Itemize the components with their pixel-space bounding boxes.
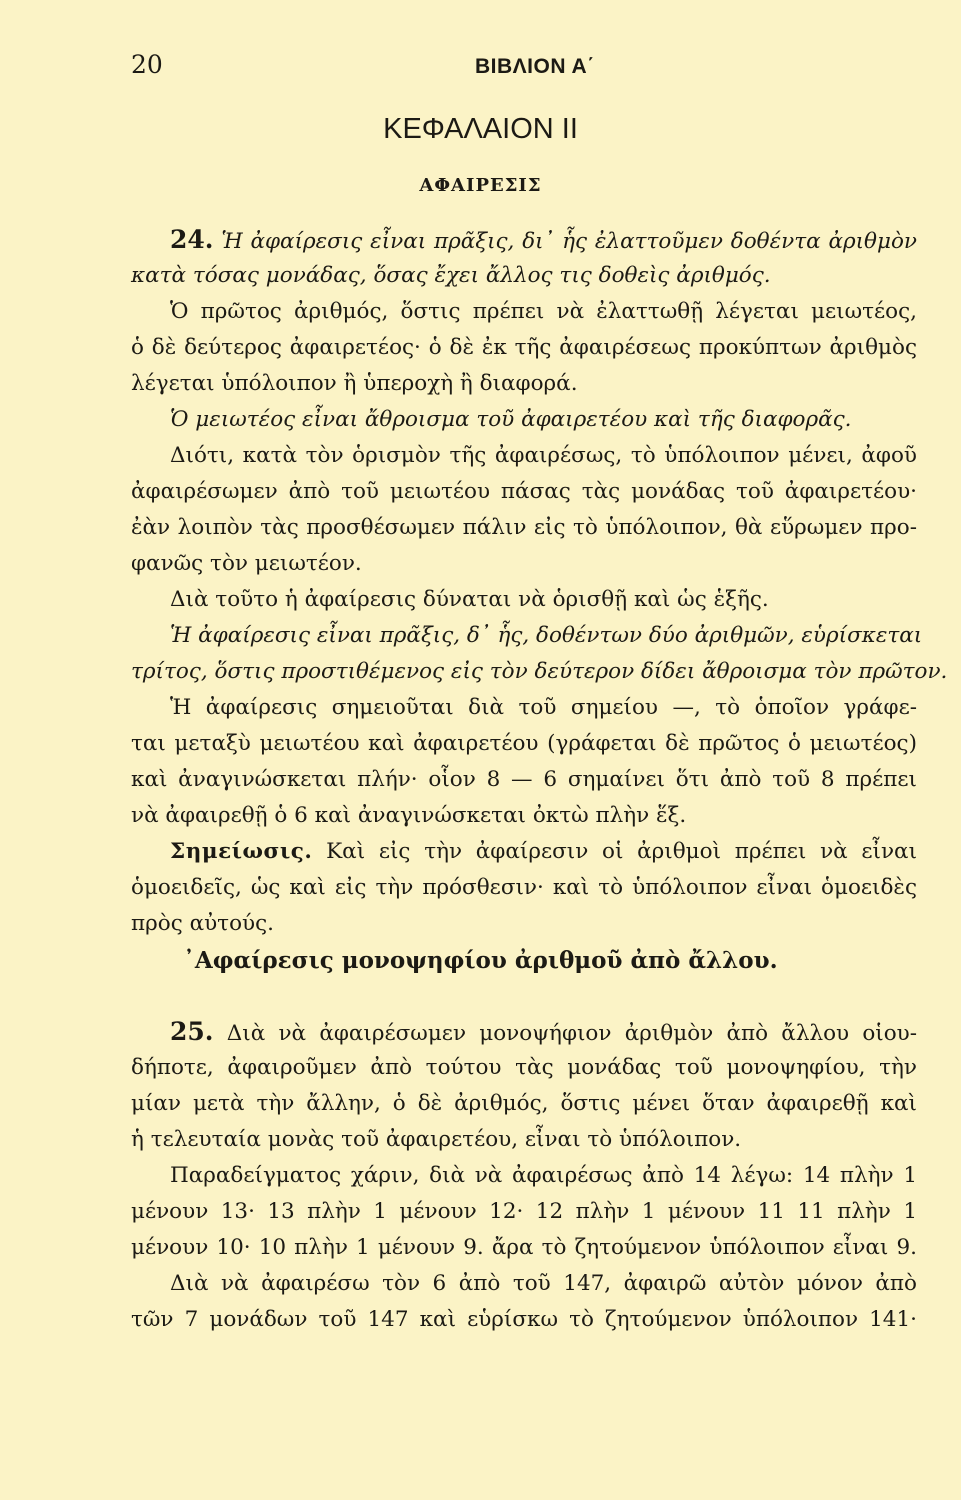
- text-line: λέγεται ὑπόλοιπον ἢ ὑπεροχὴ ἢ διαφορά.: [131, 371, 578, 396]
- text-line: δήποτε, ἀφαιροῦμεν ἀπὸ τούτου τὰς μονάδας τοῦ μονοψηφίου, τὴν: [131, 1055, 917, 1080]
- section-title: ΑΦΑΙΡΕΣΙΣ: [419, 175, 542, 196]
- paragraph-number-25: 25.: [170, 1017, 214, 1046]
- text-line: ὁ δὲ δεύτερος ἀφαιρετέος· ὁ δὲ ἐκ τῆς ἀφαιρέσεως προκύπτων ἀριθμὸς: [131, 335, 917, 360]
- text-line: τρίτος, ὅστις προστιθέμενος εἰς τὸν δεύτερον δίδει ἄθροισμα τὸν πρῶτον.: [131, 659, 948, 684]
- paragraph-number-24: 24.: [170, 225, 214, 254]
- running-title: ΒΙΒΛΙΟΝ Α΄: [475, 55, 595, 78]
- text-line: ται μεταξὺ μειωτέου καὶ ἀφαιρετέου (γράφεται δὲ πρῶτος ὁ μειωτέος): [131, 731, 917, 756]
- text-line: Παραδείγματος χάριν, διὰ νὰ ἀφαιρέσως ἀπὸ 14 λέγω: 14 πλὴν 1: [170, 1163, 917, 1188]
- text-line: ἀφαιρέσωμεν ἀπὸ τοῦ μειωτέου πάσας τὰς μονάδας τοῦ ἀφαιρετέου·: [131, 479, 917, 504]
- note-line: [170, 837, 917, 867]
- text-line: πρὸς αὐτούς.: [131, 911, 274, 936]
- text-line: Ὁ πρῶτος ἀριθμός, ὅστις πρέπει νὰ ἐλαττωθῇ λέγεται μειωτέος,: [170, 299, 917, 324]
- text-line: Διὰ τοῦτο ἡ ἀφαίρεσις δύναται νὰ ὁρισθῇ καὶ ὡς ἑξῆς.: [170, 587, 769, 612]
- chapter-title: ΚΕΦΑΛΑΙΟΝ ΙΙ: [383, 113, 578, 145]
- text-line: Διὰ νὰ ἀφαιρέσω τὸν 6 ἀπὸ τοῦ 147, ἀφαιρῶ αὐτὸν μόνον ἀπὸ: [170, 1271, 917, 1296]
- subheading: ᾿Αφαίρεσις μονοψηφίου ἀριθμοῦ ἀπὸ ἄλλου.: [183, 947, 778, 974]
- text-line: τῶν 7 μονάδων τοῦ 147 καὶ εὑρίσκω τὸ ζητούμενον ὑπόλοιπον 141·: [131, 1307, 917, 1332]
- text-line: κατὰ τόσας μονάδας, ὅσας ἔχει ἄλλος τις δοθεὶς ἀριθμός.: [131, 263, 771, 288]
- text-line: μένουν 10· 10 πλὴν 1 μένουν 9. ἄρα τὸ ζητούμενον ὑπόλοιπον εἶναι 9.: [131, 1235, 917, 1260]
- note-label: Σημείωσις.: [170, 839, 313, 864]
- paragraph-line: [170, 1017, 917, 1047]
- text-line: Ἡ ἀφαίρεσις σημειοῦται διὰ τοῦ σημείου —, τὸ ὁποῖον γράφε-: [170, 695, 917, 720]
- text-line: ὁμοειδεῖς, ὡς καὶ εἰς τὴν πρόσθεσιν· καὶ τὸ ὑπόλοιπον εἶναι ὁμοειδὲς: [131, 875, 917, 900]
- text-line: ἐὰν λοιπὸν τὰς προσθέσωμεν πάλιν εἰς τὸ ὑπόλοιπον, θὰ εὕρωμεν προ-: [131, 515, 917, 540]
- text-line: Διότι, κατὰ τὸν ὁρισμὸν τῆς ἀφαιρέσως, τὸ ὑπόλοιπον μένει, ἀφοῦ: [170, 443, 917, 468]
- text-line: μίαν μετὰ τὴν ἄλλην, ὁ δὲ ἀριθμός, ὅστις μένει ὅταν ἀφαιρεθῇ καὶ: [131, 1091, 917, 1116]
- text-fragment: Διὰ νὰ ἀφαιρέσωμεν μονοψήφιον ἀριθμὸν ἀπὸ ἄλλου οἱου-: [226, 1021, 917, 1046]
- text-fragment: Καὶ εἰς τὴν ἀφαίρεσιν οἱ ἀριθμοὶ πρέπει νὰ εἶναι: [326, 839, 917, 864]
- definition-line: [170, 225, 917, 255]
- text-line: φανῶς τὸν μειωτέον.: [131, 551, 362, 576]
- text-line: Ἡ ἀφαίρεσις εἶναι πρᾶξις, δ᾽ ἧς, δοθέντων δύο ἀριθμῶν, εὑρίσκεται: [170, 623, 923, 648]
- text-line: Ὁ μειωτέος εἶναι ἄθροισμα τοῦ ἀφαιρετέου καὶ τῆς διαφορᾶς.: [170, 407, 852, 432]
- text-line: ἡ τελευταία μονὰς τοῦ ἀφαιρετέου, εἶναι τὸ ὑπόλοιπον.: [131, 1127, 742, 1152]
- page-number: 20: [131, 50, 163, 79]
- text-line: μένουν 13· 13 πλὴν 1 μένουν 12· 12 πλὴν 1 μένουν 11 11 πλὴν 1: [131, 1199, 917, 1224]
- text-fragment: Ἡ ἀφαίρεσις εἶναι πρᾶξις, δι᾽ ἧς ἐλαττοῦμεν δοθέντα ἀριθμὸν: [221, 229, 917, 254]
- text-line: νὰ ἀφαιρεθῇ ὁ 6 καὶ ἀναγινώσκεται ὀκτὼ πλὴν ἕξ.: [131, 803, 687, 828]
- text-line: καὶ ἀναγινώσκεται πλήν· οἷον 8 — 6 σημαίνει ὅτι ἀπὸ τοῦ 8 πρέπει: [131, 767, 917, 792]
